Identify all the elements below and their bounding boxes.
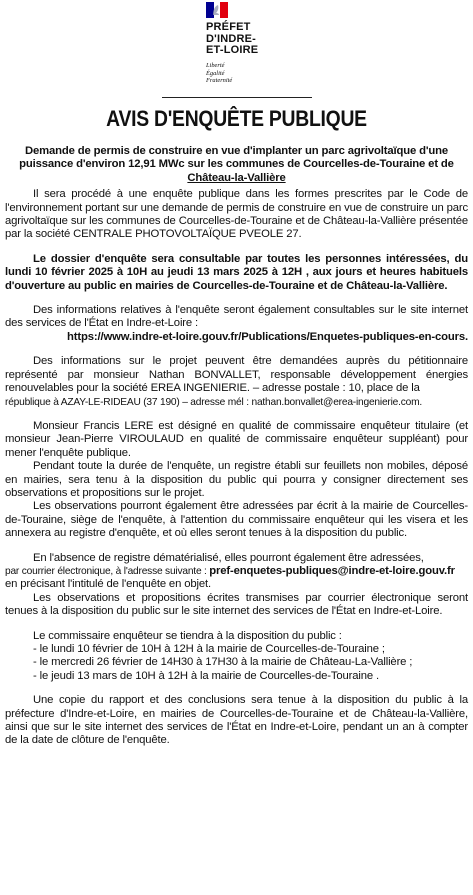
paragraph-email-observations: Les observations et propositions écrites transmises par courrier électronique seront tenues à la disposition du public sur le site internet des services de l'État en Indre-et-Loire. [5,591,468,618]
prefecture-logo [202,2,282,102]
paragraph-report: Une copie du rapport et des conclusions sera tenue à la disposition du public à la préfecture d'Indre-et-Loire, en mairies de Courcelles-de-Touraine et de Château-la-Vallière, ainsi que sur le site internet des services de l'État en Indre-et-Loire, pendant un an à compter de la date de clôture de l'enquête. [5,694,468,747]
list-item: - le jeudi 13 mars de 10H à 12H à la mairie de Courcelles-de-Touraine . [33,669,380,682]
subtitle-text: Demande de permis de construire en vue d'implanter un parc agrivoltaïque d'une puissance d'environ 12,91 MWc sur les communes de Courcelles-de-Touraine et de [19,145,454,171]
paragraph-written-observations: Les observations pourront également être adressées par écrit à la mairie de Courcelles-de-Touraine, siège de l'enquête, à l'attention du commissaire enquêteur qui les visera et les annexera au registre d'enquête, et où elles seront tenues à la disposition du public. [5,500,468,540]
notice-title: AVIS D'ENQUÊTE PUBLIQUE [106,106,367,131]
email-address[interactable]: pref-enquetes-publiques@indre-et-loire.gouv.fr [209,564,455,577]
paragraph-petitioner: Des informations sur le projet peuvent être demandées auprès du pétitionnaire représenté par monsieur Nathan BONVALLET, responsable développement énergies renouvelables pour la société EREA INGENIERIE. – adresse postale : 10, place de la [5,355,468,395]
paragraph-register: Pendant toute la durée de l'enquête, un registre établi sur feuillets non mobiles, déposé en mairies, sera tenu à la disposition du public qui pourra y consigner directement ses observations et propositions sur le projet. [5,460,468,499]
prefecture-name [206,22,258,57]
list-item: - le mercredi 26 février de 14H30 à 17H30 à la mairie de Château-La-Vallière ; [33,656,413,669]
notice-body [5,145,468,748]
email-line [5,565,468,578]
petitioner-address: république à AZAY-LE-RIDEAU (37 190) – adresse mél : nathan.bonvallet@erea-ingenierie.com. [5,396,423,408]
email-intro: par courrier électronique, à l'adresse suivante : [5,565,210,577]
header-divider [162,97,312,98]
email-subject-note: en précisant l'intitulé de l'enquête en objet. [5,578,211,591]
paragraph-website: Des informations relatives à l'enquête seront également consultables sur le site internet des services de l'État en Indre-et-Loire : [5,304,468,330]
motto-line: Fraternité [206,77,233,84]
permanence-list [5,643,468,683]
motto-line: Liberté [206,62,225,69]
logo-line: ET-LOIRE [206,44,259,56]
paragraph-email: En l'absence de registre dématérialisé, elles pourront également être adressées, [33,551,424,564]
notice-subtitle [5,145,468,185]
list-item: - le lundi 10 février de 10H à 12H à la mairie de Courcelles-de-Touraine ; [33,643,385,655]
paragraph-dossier: Le dossier d'enquête sera consultable par toutes les personnes intéressées, du lundi 10 février 2025 à 10H au jeudi 13 mars 2025 à 12H , aux jours et heures habituels d'ouverture au public en mairies de Courcelles-de-Touraine et de Château-la-Vallière. [5,252,468,292]
paragraph-permanences: Le commissaire enquêteur se tiendra à la disposition du public : [33,629,342,642]
subtitle-place: Château-la-Vallière [187,171,286,184]
logo-line: D'INDRE- [206,32,257,45]
website-link[interactable]: https://www.indre-et-loire.gouv.fr/Publications/Enquetes-publiques-en-cours. [67,330,468,343]
marianne-flag-icon [206,2,228,18]
paragraph-commissioner: Monsieur Francis LERE est désigné en qualité de commissaire enquêteur titulaire (et monsieur Jean-Pierre VIROULAUD en qualité de commissaire enquêteur suppléant) pour mener l'enquête publique. [5,419,468,459]
logo-line: PRÉFET [206,21,251,33]
paragraph-intro: Il sera procédé à une enquête publique dans les formes prescrites par le Code de l'environnement portant sur une demande de permis de construire en vue de construire un parc agrivoltaïque sur les communes de Courcelles-de-Touraine et de Château-la-Vallière présentée par la société CENTRALE PHOTOVOLTAÏQUE PVEOLE 27. [5,188,468,241]
motto-line: Égalité [206,69,225,77]
republic-motto [206,62,232,85]
